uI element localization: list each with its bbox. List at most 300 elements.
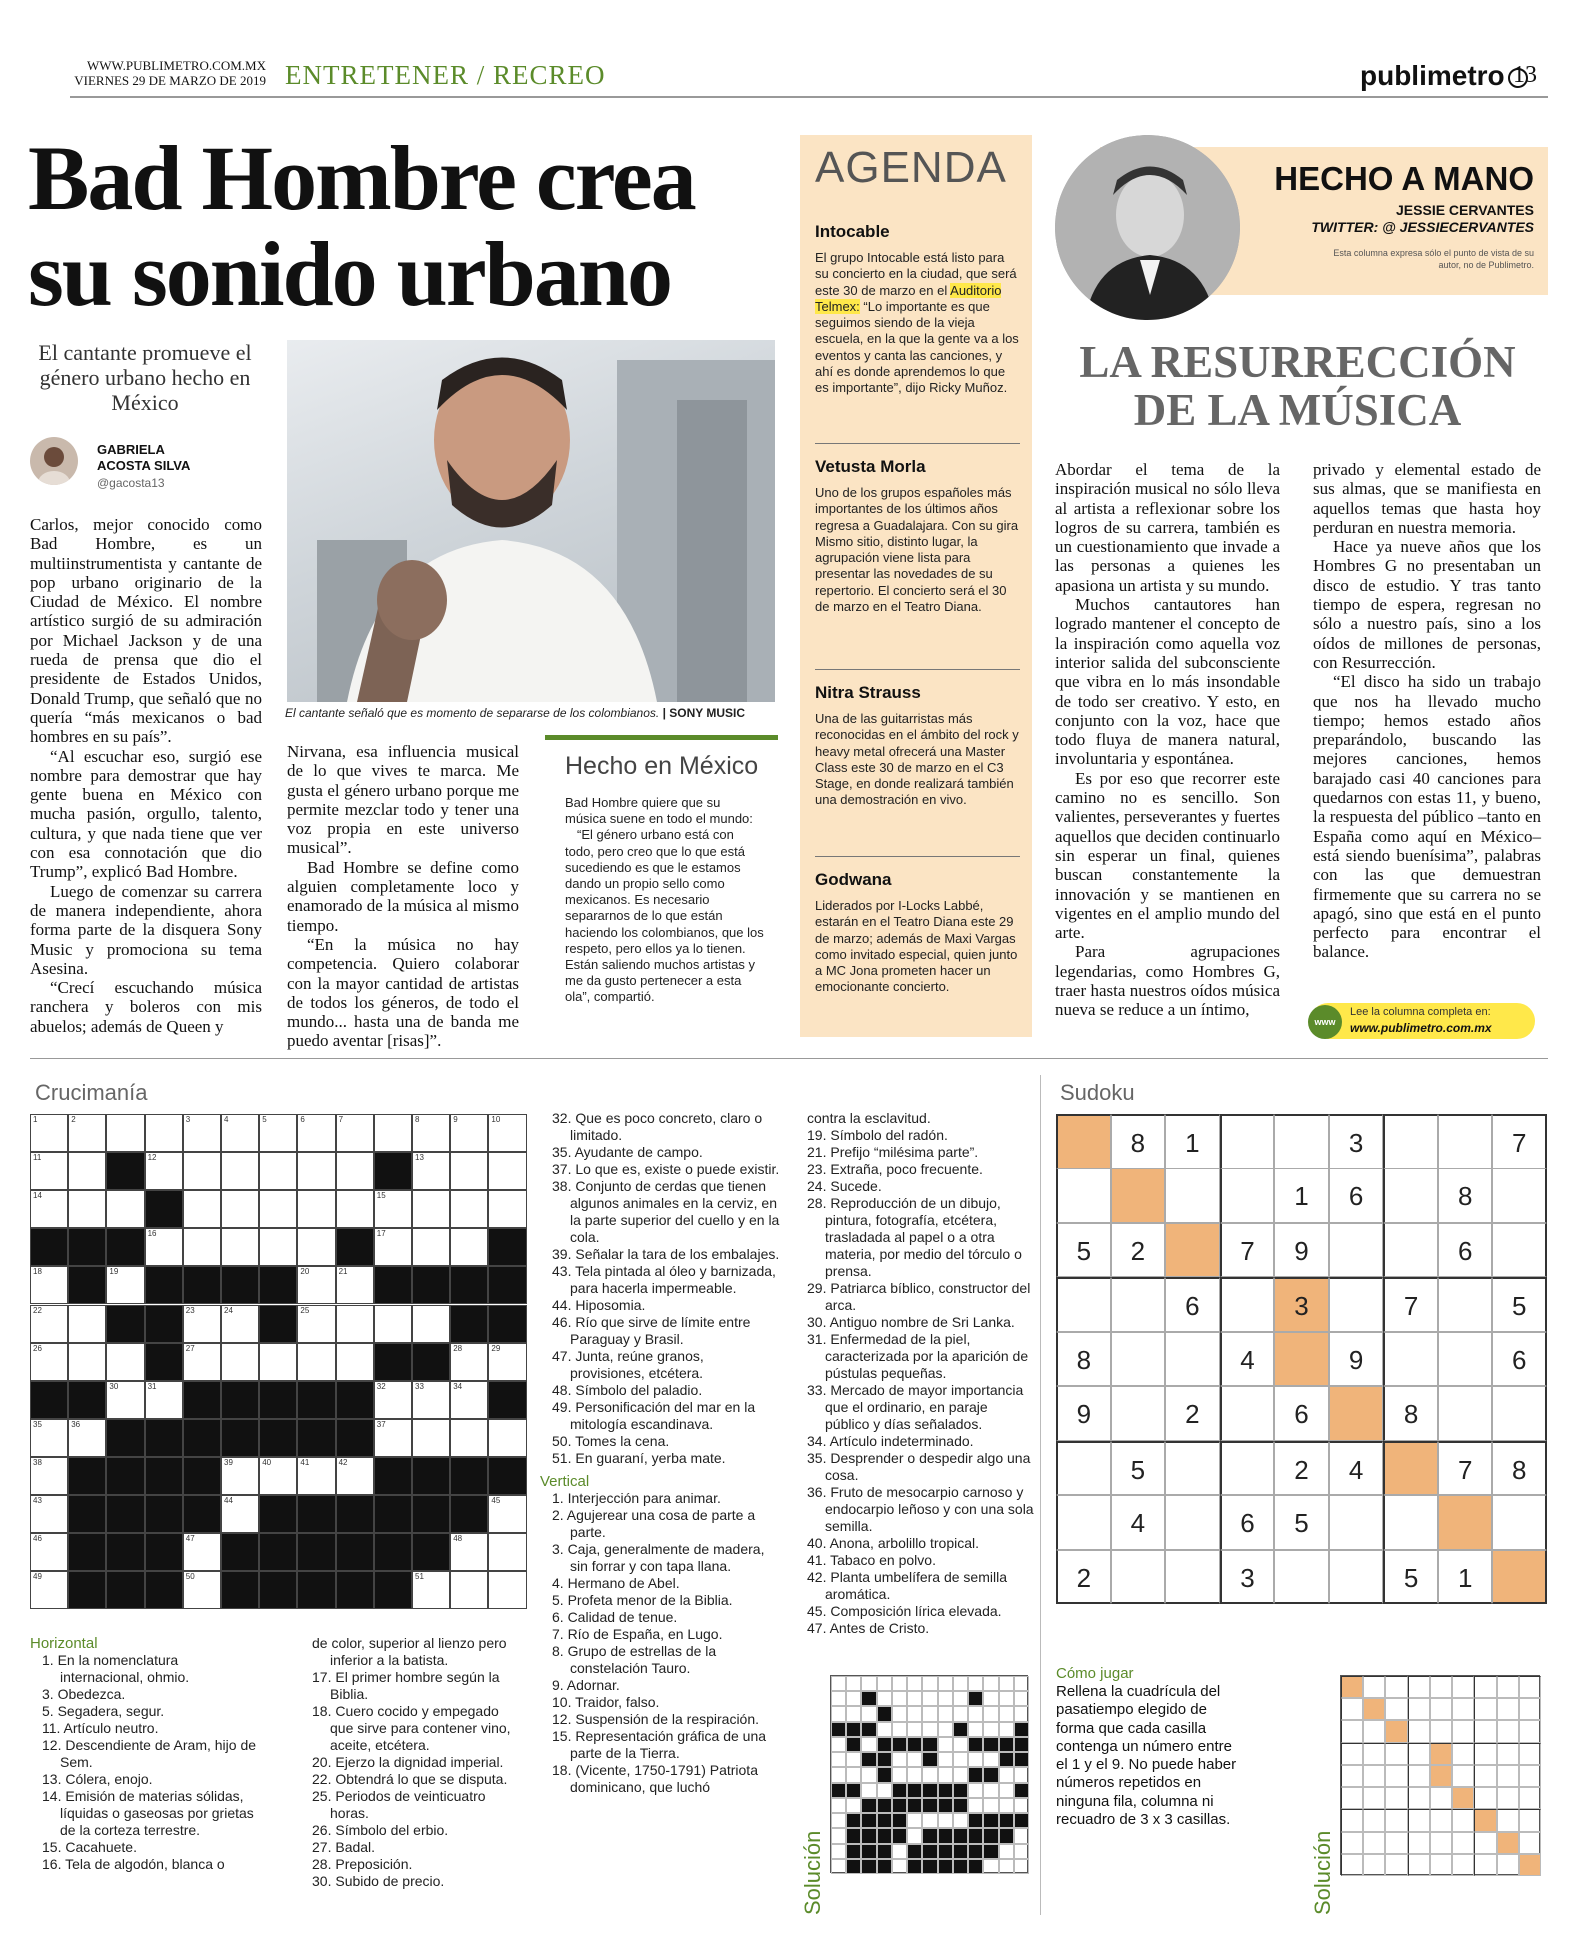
paragraph: Hace ya nueve años que los Hombres G no presentaban un disco de estudio. Y tras tanto tiempo de espera, regresan no sólo a nuestro país, sino a los oídos de millones de personas, con Resurrección. [1313,537,1541,672]
crossword-cell[interactable] [336,1114,374,1152]
crossword-cell[interactable] [297,1305,335,1343]
solution-cell [922,1844,937,1859]
solution-cell [1497,1743,1519,1765]
clue: 46. Río que sirve de límite entre Paraguay y Brasil. [552,1314,751,1347]
sudoku-cell[interactable] [1329,1495,1384,1550]
solution-cell [953,1722,968,1737]
crossword-cell[interactable] [297,1152,335,1190]
crossword-cell[interactable] [30,1571,68,1609]
crossword-cell[interactable] [374,1190,412,1228]
sudoku-cell[interactable] [1383,1495,1438,1550]
paragraph: Bad Hombre quiere que su música suene en todo el mundo: [565,795,753,827]
crossword-cell[interactable] [221,1457,259,1495]
solution-cell [1363,1809,1385,1831]
crossword-cell[interactable] [183,1305,221,1343]
agenda-item-title: Nitra Strauss [815,683,921,702]
solution-cell [999,1676,1014,1691]
solution-cell [1408,1765,1430,1787]
solution-cell [1497,1854,1519,1876]
clue-number: 7 [338,1115,344,1124]
sudoku-cell[interactable] [1220,1277,1275,1332]
clue-number: 48 [453,1534,463,1544]
sudoku-cell[interactable] [1383,1332,1438,1387]
how-to-play-text: Rellena la cuadrícula del pasatiempo elegido de forma que cada casilla contenga un número entre el 1 y el 9. No puede haber números repetidos en ninguna fila, columna ni recuadro de 3 x 3 casillas. [1056,1683,1237,1829]
sudoku-cell[interactable] [1111,1550,1166,1605]
sudoku-cell: 6 [1329,1168,1384,1223]
crossword-cell[interactable] [221,1305,259,1343]
section-divider [30,1058,1548,1059]
solution-cell [1385,1743,1407,1765]
solution-cell [938,1767,953,1782]
solution-cell [983,1828,998,1843]
crossword-black-cell [297,1571,335,1609]
crossword-cell[interactable] [221,1190,259,1228]
solution-cell [1430,1676,1452,1698]
crossword-cell[interactable] [145,1381,183,1419]
clue: 9. Adornar. [552,1677,620,1693]
sudoku-cell[interactable] [1111,1168,1166,1223]
sudoku-cell: 3 [1329,1114,1384,1169]
sudoku-cell[interactable] [1165,1495,1220,1550]
crossword-cell[interactable] [450,1190,488,1228]
solution-cell [999,1844,1014,1859]
paragraph: Es por eso que recorrer este camino no es sencillo. Son valientes, perseverantes y fuertes aquellos que deciden continuarlo sin esperar un final, quienes buscan constantemente la innovación y se mantienen en vigentes en el amplio mundo del arte. [1055,768,1280,943]
clue-number: 18 [33,1267,42,1277]
solution-cell [983,1783,998,1798]
sudoku-cell[interactable] [1220,1441,1275,1496]
crossword-cell[interactable] [68,1305,106,1343]
crossword-cell[interactable] [297,1457,335,1495]
clue: 6. Calidad de tenue. [552,1609,678,1625]
solution-cell [861,1798,876,1813]
sudoku-cell[interactable] [1274,1550,1329,1605]
crossword-cell[interactable] [297,1190,335,1228]
solution-cell [968,1752,983,1767]
crossword-cell[interactable] [488,1533,526,1571]
sudoku-cell[interactable] [1056,1114,1111,1169]
solution-cell [1497,1787,1519,1809]
solution-cell [892,1737,907,1752]
crossword-cell[interactable] [259,1457,297,1495]
crossword-cell[interactable] [30,1457,68,1495]
agenda-item-title: Vetusta Morla [815,457,926,476]
crossword-cell[interactable] [30,1190,68,1228]
crossword-cell[interactable] [450,1114,488,1152]
crossword-cell[interactable] [259,1190,297,1228]
sudoku-cell: 9 [1056,1386,1111,1441]
sudoku-cell[interactable] [1492,1550,1547,1605]
sudoku-cell: 5 [1274,1495,1329,1550]
sudoku-cell[interactable] [1056,1441,1111,1496]
crossword-solution-grid [830,1675,1028,1873]
sudoku-cell[interactable] [1165,1223,1220,1278]
crossword-cell[interactable] [145,1114,183,1152]
singer-photo [287,340,775,702]
crossword-cell[interactable] [488,1114,526,1152]
crossword-cell[interactable] [68,1419,106,1457]
solution-cell [892,1706,907,1721]
crossword-cell[interactable] [488,1571,526,1609]
paragraph: Abordar el tema de la inspiración musical no sólo lleva al artista a reflexionar sobre los logros de su carrera, también es un cuestionamiento que invade a las personas a quienes les apasiona un artista y su mundo. [1055,460,1280,595]
solution-cell [938,1783,953,1798]
crossword-cell[interactable] [412,1419,450,1457]
solution-cell [953,1783,968,1798]
solution-cell [1430,1809,1452,1831]
crossword-cell[interactable] [30,1533,68,1571]
sudoku-cell[interactable] [1492,1223,1547,1278]
crossword-cell[interactable] [145,1152,183,1190]
solution-cell [831,1752,846,1767]
crossword-cell[interactable] [412,1305,450,1343]
agenda-item-text [815,250,1020,397]
crossword-cell[interactable] [336,1343,374,1381]
crossword-cell[interactable] [412,1114,450,1152]
solution-cell [907,1859,922,1874]
crossword-cell[interactable] [488,1419,526,1457]
crossword-cell[interactable] [297,1343,335,1381]
crossword-cell[interactable] [450,1571,488,1609]
clue: 32. Que es poco concreto, claro o limitado. [552,1110,763,1143]
solution-cell [953,1859,968,1874]
clue-number: 23 [185,1305,195,1315]
solution-cell [999,1691,1014,1706]
sudoku-cell[interactable] [1492,1495,1547,1550]
crossword-black-cell [30,1228,68,1266]
header-date: VIERNES 29 DE MARZO DE 2019 [74,73,266,88]
sudoku-cell[interactable] [1492,1168,1547,1223]
crossword-cell[interactable] [336,1305,374,1343]
solution-cell [1474,1832,1496,1854]
author-photo [30,437,78,485]
clue-number: 46 [33,1534,42,1544]
clue: 51. En guaraní, yerba mate. [552,1450,726,1466]
crossword-black-cell [145,1305,183,1343]
crossword-cell[interactable] [183,1114,221,1152]
sudoku-cell[interactable] [1220,1386,1275,1441]
agenda-text: Liderados por I-Locks Labbé, estarán en el Teatro Diana este 29 de marzo; además de Maxi Vargas como invitado especial, quien junto a MC Jona prometen hacer un emocionante concierto. [815,898,1018,995]
clue: 8. Grupo de estrellas de la constelación Tauro. [552,1643,717,1676]
crossword-black-cell [488,1381,526,1419]
solution-cell [1014,1767,1029,1782]
clue-number: 35 [33,1419,42,1429]
crossword-cell[interactable] [106,1343,144,1381]
crossword-cell[interactable] [450,1343,488,1381]
solution-cell [1363,1720,1385,1742]
clue: 22. Obtendrá lo que se disputa. [312,1771,508,1787]
agenda-title: AGENDA [815,143,1007,192]
solution-cell [846,1798,861,1813]
crossword-cell[interactable] [259,1228,297,1266]
crossword-black-cell [297,1533,335,1571]
clue: 45. Composición lírica elevada. [807,1603,1002,1619]
clue-number: 11 [33,1153,42,1163]
solution-cell [907,1828,922,1843]
clue: 14. Emisión de materias sólidas, líquidas o gaseosas por grietas de la corteza terrestre. [42,1788,254,1838]
solution-cell [953,1828,968,1843]
solution-cell [861,1783,876,1798]
solution-cell [1474,1720,1496,1742]
solution-cell [1430,1787,1452,1809]
sudoku-cell[interactable] [1274,1114,1329,1169]
clue: 1. Interjección para animar. [552,1490,721,1506]
crossword-cell[interactable] [336,1190,374,1228]
crossword-black-cell [336,1495,374,1533]
sudoku-cell[interactable] [1438,1114,1493,1169]
crossword-cell[interactable] [297,1114,335,1152]
crossword-cell[interactable] [374,1419,412,1457]
solution-cell [983,1752,998,1767]
clue: 36. Fruto de mesocarpio carnoso y endocarpio leñoso y con una sola semilla. [807,1484,1034,1534]
crossword-cell[interactable] [488,1190,526,1228]
logo-text: publimetro [1360,60,1505,91]
crossword-cell[interactable] [259,1114,297,1152]
crossword-cell[interactable] [106,1114,144,1152]
sudoku-cell: 7 [1383,1277,1438,1332]
crossword-cell[interactable] [68,1114,106,1152]
crossword-cell[interactable] [297,1228,335,1266]
crossword-cell[interactable] [30,1343,68,1381]
sudoku-cell[interactable] [1111,1277,1166,1332]
crossword-cell[interactable] [336,1152,374,1190]
crossword-black-cell [374,1266,412,1304]
clue-number: 15 [376,1191,386,1201]
clues-column-3 [540,1110,780,1796]
crossword-black-cell [145,1533,183,1571]
sudoku-cell[interactable] [1056,1495,1111,1550]
sudoku-cell: 7 [1438,1441,1493,1496]
crossword-black-cell [106,1457,144,1495]
solution-cell [831,1798,846,1813]
crossword-black-cell [374,1152,412,1190]
clue-number: 36 [71,1419,81,1429]
crossword-cell[interactable] [450,1152,488,1190]
crossword-cell[interactable] [30,1152,68,1190]
crossword-black-cell [374,1495,412,1533]
crossword-cell[interactable] [30,1114,68,1152]
crossword-cell[interactable] [183,1343,221,1381]
solution-cell [999,1813,1014,1828]
sudoku-cell: 8 [1111,1114,1166,1169]
sudoku-cell[interactable] [1329,1223,1384,1278]
sudoku-cell[interactable] [1383,1441,1438,1496]
solution-cell [892,1752,907,1767]
solution-cell [831,1783,846,1798]
crossword-black-cell [221,1266,259,1304]
header-url: WWW.PUBLIMETRO.COM.MX [87,58,266,73]
crossword-cell[interactable] [183,1190,221,1228]
sudoku-cell[interactable] [1438,1386,1493,1441]
crossword-cell[interactable] [450,1228,488,1266]
solution-cell [1430,1765,1452,1787]
solution-cell [983,1722,998,1737]
crossword-cell[interactable] [488,1343,526,1381]
crossword-black-cell [259,1381,297,1419]
sudoku-cell[interactable] [1329,1277,1384,1332]
clue: 33. Mercado de mayor importancia que el ordinario, en paraje público y días señalados. [807,1382,1024,1432]
crossword-black-cell [374,1571,412,1609]
sudoku-cell[interactable] [1220,1168,1275,1223]
solution-cell [877,1844,892,1859]
clue: 12. Suspensión de la respiración. [552,1711,760,1727]
crossword-black-cell [106,1152,144,1190]
sudoku-cell[interactable] [1111,1332,1166,1387]
clue: 25. Periodos de veinticuatro horas. [312,1788,486,1821]
crossword-cell[interactable] [30,1266,68,1304]
solution-cell [907,1798,922,1813]
crossword-cell[interactable] [145,1228,183,1266]
clue-number: 30 [109,1381,119,1391]
crossword-black-cell [336,1571,374,1609]
read-more-link[interactable]: www.publimetro.com.mx [1350,1021,1492,1035]
crossword-cell[interactable] [297,1266,335,1304]
crossword-cell[interactable] [68,1190,106,1228]
crossword-cell[interactable] [221,1114,259,1152]
crossword-cell[interactable] [259,1343,297,1381]
solution-cell [1385,1854,1407,1876]
sudoku-cell[interactable] [1438,1277,1493,1332]
crossword-cell[interactable] [412,1228,450,1266]
www-badge-icon: www [1308,1005,1342,1039]
crossword-cell[interactable] [30,1419,68,1457]
clue: 35. Desprender o despedir algo una cosa. [807,1450,1031,1483]
crossword-cell[interactable] [450,1381,488,1419]
sudoku-cell: 2 [1056,1550,1111,1605]
crossword-cell[interactable] [221,1228,259,1266]
sudoku-cell[interactable] [1383,1223,1438,1278]
solution-cell [861,1813,876,1828]
solution-cell [938,1676,953,1691]
author-name: GABRIELA ACOSTA SILVA [97,442,191,473]
solution-cell [861,1676,876,1691]
solution-cell [1519,1765,1541,1787]
solution-cell [1363,1787,1385,1809]
column-kicker: HECHO A MANO [1274,160,1534,197]
crossword-cell[interactable] [183,1228,221,1266]
sudoku-cell[interactable] [1165,1168,1220,1223]
crossword-cell[interactable] [30,1495,68,1533]
sudoku-cell[interactable] [1165,1441,1220,1496]
sudoku-cell: 8 [1438,1168,1493,1223]
crossword-cell[interactable] [183,1152,221,1190]
sudoku-cell: 4 [1220,1332,1275,1387]
crossword-cell[interactable] [106,1381,144,1419]
crossword-cell[interactable] [374,1228,412,1266]
crossword-cell[interactable] [412,1571,450,1609]
crossword-cell[interactable] [221,1152,259,1190]
crossword-black-cell [297,1381,335,1419]
crossword-cell[interactable] [30,1305,68,1343]
sudoku-cell[interactable] [1165,1550,1220,1605]
clue: 48. Símbolo del paladio. [552,1382,703,1398]
solution-cell [968,1722,983,1737]
crossword-cell[interactable] [68,1343,106,1381]
sudoku-cell[interactable] [1220,1114,1275,1169]
crossword-cell[interactable] [488,1495,526,1533]
sudoku-cell[interactable] [1056,1277,1111,1332]
sudoku-cell[interactable] [1383,1114,1438,1169]
sudoku-cell[interactable] [1274,1332,1329,1387]
sudoku-cell[interactable] [1438,1332,1493,1387]
sudoku-cell[interactable] [1383,1168,1438,1223]
crossword-cell[interactable] [412,1381,450,1419]
agenda-divider [815,669,1020,670]
clue: 5. Profeta menor de la Biblia. [552,1592,733,1608]
crossword-cell[interactable] [336,1457,374,1495]
article-column-2 [287,742,519,1051]
crossword-cell[interactable] [106,1190,144,1228]
sudoku-cell[interactable] [1329,1386,1384,1441]
paragraph: Para agrupaciones legendarias, como Hombres G, traer hasta nuestros oídos música nueva se reduce a un íntimo, [1055,942,1280,1020]
solution-cell [983,1676,998,1691]
solution-cell [1341,1854,1363,1876]
paragraph: privado y elemental estado de sus almas, que se manifiesta en aquellos temas que hasta hoy perduran en nuestra memoria. [1313,460,1541,537]
crossword-cell[interactable] [259,1152,297,1190]
sudoku-cell[interactable] [1492,1386,1547,1441]
crossword-cell[interactable] [374,1305,412,1343]
sidebar-box-text [565,795,765,1006]
crossword-cell[interactable] [336,1266,374,1304]
columnist-name: JESSIE CERVANTES [1396,202,1534,218]
solution-cell [1452,1832,1474,1854]
solution-cell [861,1706,876,1721]
sudoku-cell[interactable] [1329,1550,1384,1605]
clue: 2. Agujerear una cosa de parte a parte. [552,1507,756,1540]
crossword-cell[interactable] [221,1495,259,1533]
crossword-cell[interactable] [412,1152,450,1190]
crossword-black-cell [374,1457,412,1495]
solution-cell [938,1752,953,1767]
solution-cell [1497,1809,1519,1831]
caption-credit: | SONY MUSIC [662,706,746,720]
solution-cell [1014,1706,1029,1721]
clue: 23. Extraña, poco frecuente. [807,1161,983,1177]
clue-number: 25 [300,1305,310,1315]
sudoku-cell[interactable] [1165,1332,1220,1387]
paragraph: “El género urbano está con todo, pero creo que lo que está sucediendo es que le estamos dando un propio sello como mexicanos. Es necesario separarnos de lo que están haciendo los colombianos, que los respeto, pero ellos ya lo tienen. Están saliendo muchos artistas y me da gusto pertenecer a esta ola”, compartió. [565,827,764,1005]
solution-cell [983,1706,998,1721]
crossword-cell[interactable] [68,1152,106,1190]
crossword-cell[interactable] [106,1266,144,1304]
sudoku-cell[interactable] [1111,1386,1166,1441]
crossword-black-cell [297,1419,335,1457]
solution-cell [1014,1813,1029,1828]
crossword-cell[interactable] [412,1190,450,1228]
solution-cell [846,1844,861,1859]
clue-number: 40 [262,1457,272,1467]
crossword-cell[interactable] [374,1381,412,1419]
crossword-cell[interactable] [221,1343,259,1381]
crossword-cell[interactable] [450,1533,488,1571]
crossword-cell[interactable] [183,1571,221,1609]
crossword-cell[interactable] [450,1419,488,1457]
solution-cell [831,1722,846,1737]
crossword-cell[interactable] [374,1114,412,1152]
sudoku-cell[interactable] [1056,1168,1111,1223]
clue: 30. Antiguo nombre de Sri Lanka. [807,1314,1015,1330]
paragraph: Muchos cantautores han logrado mantener el concepto de la inspiración como aquella voz interior salida del subconsciente que vibra en lo más insondable de todo ser creativo. Y esto, en conjunto con la voz, hace que todo fluya de manera natural, involuntaria y espontánea. [1055,595,1280,769]
clue: 29. Patriarca bíblico, constructor del arca. [807,1280,1031,1313]
crossword-cell[interactable] [488,1152,526,1190]
sudoku-cell[interactable] [1438,1495,1493,1550]
solution-cell [938,1798,953,1813]
clue-number: 19 [109,1267,119,1277]
crossword-black-cell [259,1305,297,1343]
crossword-black-cell [412,1266,450,1304]
solution-cell [877,1722,892,1737]
solution-cell [983,1737,998,1752]
crossword-black-cell [183,1419,221,1457]
crossword-cell[interactable] [183,1533,221,1571]
